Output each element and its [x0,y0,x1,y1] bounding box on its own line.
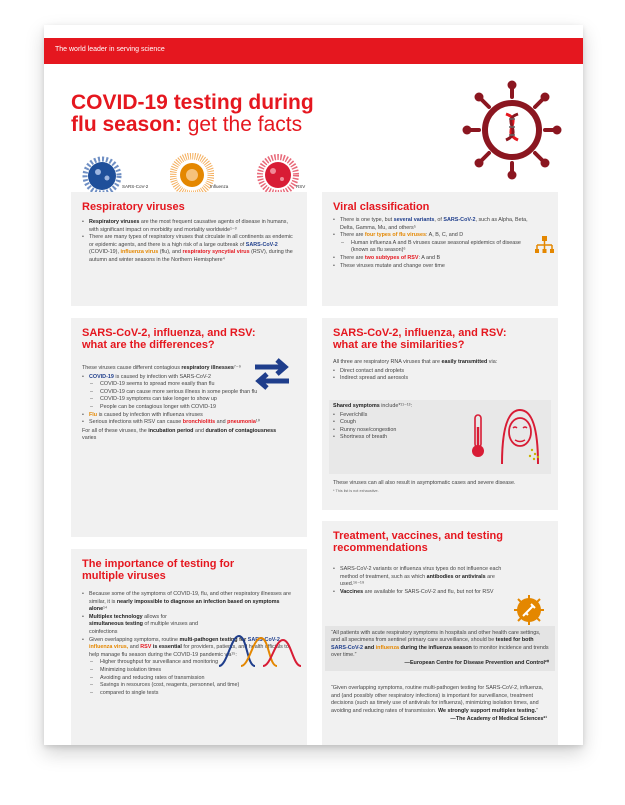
influenza-virus-icon [170,153,214,197]
fact-sheet [44,25,583,745]
list-item: • These viruses mutate and change over time [333,263,533,271]
multiplex-curves-icon [217,632,303,668]
differences-heading: SARS-CoV-2, influenza, and RSV: what are the differences? [82,327,256,351]
sick-person-icon [494,404,544,468]
viral-heading: Viral classification [333,201,430,213]
influenza-label: Influenza [210,184,229,189]
title-bold: flu season: [71,113,182,136]
list-item: – Minimizing isolation times [82,667,296,675]
list-item: • Multiplex technology allows for simultaneous testing of multiple viruses and coinfections [82,614,202,637]
testing-box [71,549,307,745]
similarities-intro: All three are respiratory RNA viruses that are easily transmitted via: [333,359,498,365]
respiratory-heading: Respiratory viruses [82,201,185,213]
list-item: • There is one type, but several variants, of SARS-CoV-2, such as Alpha, Beta, Delta, Gamma, Mu, and others⁵ [333,217,533,232]
list-item: • Direct contact and droplets [333,368,549,376]
academy-source: —The Academy of Medical Sciences²¹ [450,716,547,723]
rsv-virus-icon [256,153,300,197]
list-item: – Higher throughput for surveillance and monitoring [82,659,296,667]
ecdc-source: —European Centre for Disease Prevention and Control²⁰ [404,659,549,666]
list-item: • Respiratory viruses are the most frequent causative agents of disease in humans, with significant impact on morbidity and mortality worldwide¹⁻³ [82,219,298,234]
list-item: – People can be contagious longer with COVID-19 [82,404,292,412]
list-item: • Runny nose/congestion [333,427,443,435]
page-title [71,92,371,136]
list-item: – Human influenza A and B viruses cause seasonal epidemics of disease (known as flu season)⁶ [333,240,533,255]
brand-tagline: The world leader in serving science [55,46,165,53]
similarities-heading: SARS-CoV-2, influenza, and RSV: what are the similarities? [333,327,507,351]
list-item: – compared to single tests [82,690,296,698]
brand-bar [44,38,583,64]
differences-box [71,318,307,537]
list-item: • Because some of the symptoms of COVID-19, flu, and other respiratory illnesses are similar, it is nearly impossible to diagnose an infection based on symptoms alone¹⁴ [82,591,296,614]
list-item: • There are two subtypes of RSV: A and B [333,255,533,263]
differences-outro: For all of these viruses, the incubation period and duration of contagiousness varies [82,427,277,442]
virus-dna-illustration [462,80,562,180]
viral-body [333,217,533,270]
respiratory-viruses-box [71,192,307,306]
title-thin: get the facts [181,113,303,136]
symptoms-list: Shared symptoms include*¹¹⁻¹³: • Fever/chills • Cough • Runny nose/congestion • Shortness of breath [333,402,443,442]
list-item: – Savings in resources (cost, reagents, personnel, and time) [82,682,296,690]
rsv-label: RSV [296,184,306,189]
similarities-body [333,358,549,383]
viral-classification-box [322,192,558,306]
thermometer-icon [470,413,486,459]
treatment-box [322,521,558,745]
title-line-2 [71,114,371,136]
dna-helix-icon [506,114,518,140]
respiratory-body [82,219,298,265]
list-item: • There are four types of flu viruses: A, B, C, and D [333,232,533,240]
list-item: • Cough [333,419,443,427]
list-item: • Fever/chills [333,412,443,420]
similarities-box [322,318,558,510]
list-item: • Indirect spread and aerosols [333,375,549,383]
treatment-body [333,566,508,596]
list-item: • Serious infections with RSV can cause bronchiolitis and pneumonia¹⁰ [82,419,292,427]
treatment-heading: Treatment, vaccines, and testing recommendations [333,530,503,554]
title-line-1: COVID-19 testing during [71,91,314,114]
differences-body [82,364,292,444]
ecdc-quote: “All patients with acute respiratory symptoms in hospitals and other health care settings, and all specimens from sentinel primary care surveillance, should be tested for both SARS-CoV-2 and influenza during the influenza season to monitor incidence and trends over time.” —European Centre for Disease Prevention and Control²⁰ [325,626,555,671]
list-item: • COVID-19 is caused by infection with SARS-CoV-2 [82,374,292,382]
list-item: • Shortness of breath [333,434,443,442]
list-item: • Given overlapping symptoms, routine multi-pathogen testing for SARS-CoV-2, influenza virus, and RSV is essential for providers, patients, and health officials to help manage flu season during the COVID-19 pandemic via¹⁵: [82,637,296,660]
hierarchy-icon [535,236,554,256]
list-item: • There are many types of respiratory viruses that circulate in all continents as endemic or epidemic agents, and there is a high risk of a large outbreak of SARS-CoV-2 (COVID-19), influenza virus (flu), and respiratory syncytial virus (RSV), during the autumn and winter seasons in the Northern Hemisphere⁴ [82,234,298,264]
list-item: • Vaccines are available for SARS-CoV-2 and flu, but not for RSV [333,589,508,597]
list-item: – COVID-19 symptoms can take longer to show up [82,396,292,404]
list-item: • Flu is caused by infection with influenza viruses [82,412,292,420]
list-item: – COVID-19 can cause more serious illness in some people than flu [82,389,292,397]
academy-quote: “Given overlapping symptoms, routine multi-pathogen testing for SARS-CoV-2, influenza, and (and possibly other respiratory infections) is important for surveillance, treatment decisions (such as timely use of antivirals for influenza), minimizing isolation times, and avoiding and reducing rates of transmission. We strongly support multiplex testing.” —The Academy of Medical Sciences²¹ [331,685,547,723]
testing-heading: The importance of testing for multiple viruses [82,558,235,582]
vaccine-syringe-icon [514,595,544,625]
sars-cov-2-label: SARS-CoV-2 [122,184,149,189]
differences-intro: These viruses cause different contagious respiratory illnesses⁷⁻⁹ [82,365,241,371]
list-item: – COVID-19 seems to spread more easily than flu [82,381,292,389]
similarities-outro: These viruses can all also result in asymptomatic cases and severe disease. * This list is not exhaustive. [333,479,549,495]
footnote: * This list is not exhaustive. [333,488,379,493]
list-item: – Avoiding and reducing rates of transmission [82,675,296,683]
list-item: • SARS-CoV-2 variants or influenza virus types do not influence each method of treatment, such as which antibodies or antivirals are used.¹⁶⁻¹⁹ [333,566,508,589]
